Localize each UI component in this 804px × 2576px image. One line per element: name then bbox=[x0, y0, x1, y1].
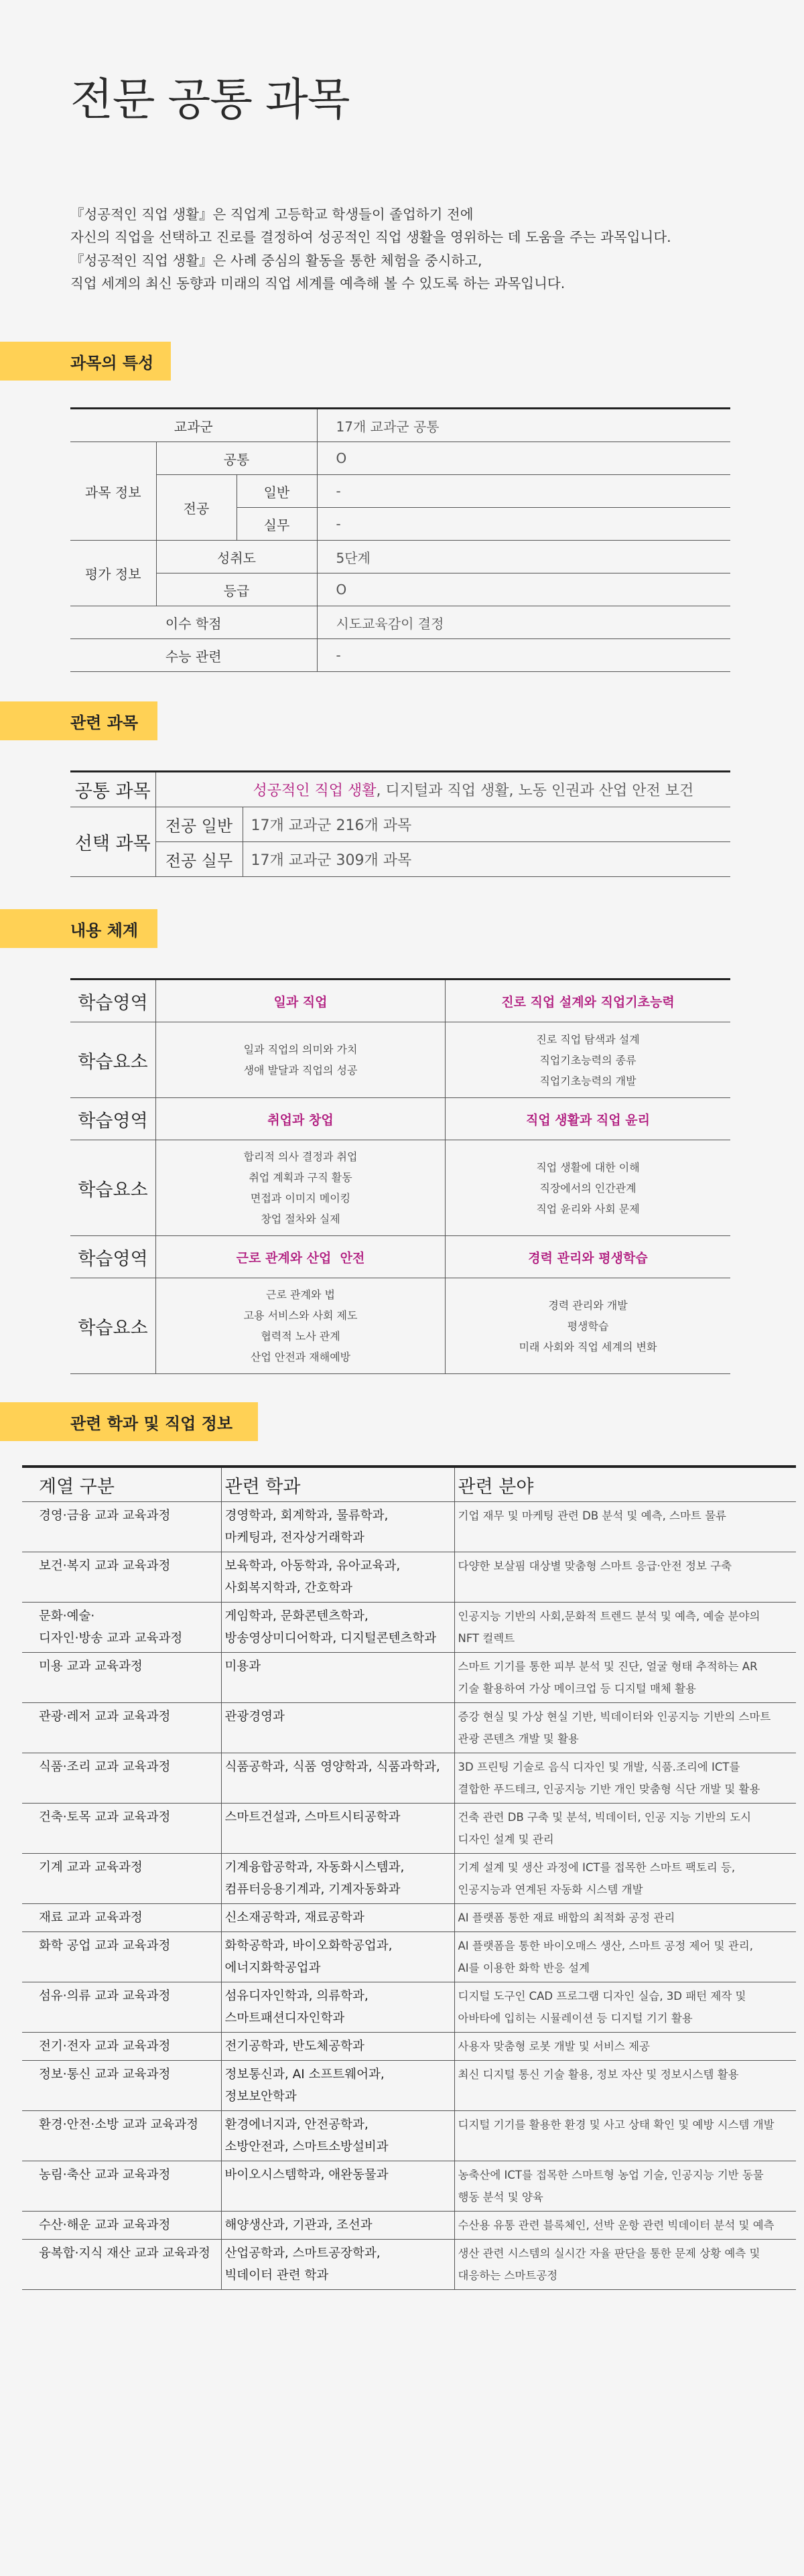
department-line: 해양생산과, 기관과, 조선과 bbox=[224, 2218, 373, 2232]
table-row bbox=[22, 1854, 796, 1904]
department-line: 스마트패션디자인학과 bbox=[224, 2011, 345, 2025]
column-header: 관련 학과 bbox=[221, 1467, 454, 1502]
field-cell bbox=[454, 1703, 796, 1753]
field-cell bbox=[454, 2061, 796, 2111]
cell-value: 17개 교과군 309개 과목 bbox=[243, 842, 730, 877]
column-header: 계열 구분 bbox=[22, 1467, 221, 1502]
department-line: 사회복지학과, 간호학과 bbox=[224, 1581, 352, 1595]
element-item: 산업 안전과 재해예방 bbox=[250, 1351, 351, 1363]
section-header-jobs bbox=[0, 1402, 258, 1441]
element-item: 면접과 이미지 메이킹 bbox=[250, 1192, 351, 1205]
field-cell bbox=[454, 1753, 796, 1804]
table-row bbox=[70, 1022, 730, 1098]
department-line: 빅데이터 관련 학과 bbox=[224, 2268, 329, 2283]
department-cell bbox=[221, 1982, 454, 2033]
field-cell bbox=[454, 2033, 796, 2061]
field-line: 최신 디지털 통신 기술 활용, 정보 자산 및 정보시스템 활용 bbox=[458, 2068, 739, 2081]
page-title: 전문 공통 과목 bbox=[70, 74, 350, 125]
element-item: 일과 직업의 의미와 가치 bbox=[243, 1043, 358, 1056]
category-cell: 보건·복지 교과 교육과정 bbox=[22, 1552, 221, 1603]
learning-elements bbox=[156, 1278, 446, 1374]
department-line: 미용과 bbox=[224, 1659, 261, 1674]
table-row bbox=[70, 807, 730, 842]
learning-elements bbox=[156, 1022, 446, 1098]
field-line: 디지털 기기를 활용한 환경 및 사고 상태 확인 및 예방 시스템 개발 bbox=[458, 2118, 775, 2131]
intro-line: 『성공적인 직업 생활』은 사례 중심의 활동을 통한 체험을 중시하고, bbox=[70, 253, 482, 269]
learning-elements bbox=[446, 1278, 731, 1374]
learning-elements bbox=[156, 1140, 446, 1236]
field-cell bbox=[454, 1804, 796, 1854]
table-row bbox=[22, 2240, 796, 2290]
table-row bbox=[22, 1804, 796, 1854]
intro-paragraph-2 bbox=[70, 249, 565, 295]
field-cell bbox=[454, 1932, 796, 1982]
section-title: 내용 체계 bbox=[70, 921, 139, 940]
department-cell bbox=[221, 1753, 454, 1804]
learning-elements bbox=[446, 1140, 731, 1236]
field-line: AI 플랫폼 통한 재료 배합의 최적화 공정 관리 bbox=[458, 1911, 675, 1924]
column-header: 관련 분야 bbox=[454, 1467, 796, 1502]
learning-area: 진로 직업 설계와 직업기초능력 bbox=[446, 979, 731, 1022]
category-cell: 수산·해운 교과 교육과정 bbox=[22, 2212, 221, 2240]
field-cell bbox=[454, 1502, 796, 1552]
department-line: 소방안전과, 스마트소방설비과 bbox=[224, 2140, 389, 2154]
learning-elements bbox=[446, 1022, 731, 1098]
field-line: 수산용 유통 관련 블록체인, 선박 운항 관련 빅데이터 분석 및 예측 bbox=[458, 2219, 775, 2232]
department-line: 식품공학과, 식품 영양학과, 식품과학과, bbox=[224, 1760, 440, 1774]
department-line: 게임학과, 문화콘텐츠학과, bbox=[224, 1609, 368, 1623]
table-row bbox=[22, 1603, 796, 1653]
section-title: 관련 학과 및 직업 정보 bbox=[70, 1414, 233, 1433]
cell-label: 성취도 bbox=[156, 541, 317, 573]
category-cell: 정보·통신 교과 교육과정 bbox=[22, 2061, 221, 2111]
category-cell: 섬유·의류 교과 교육과정 bbox=[22, 1982, 221, 2033]
field-line: 3D 프린팅 기술로 음식 디자인 및 개발, 식품.조리에 ICT를 bbox=[458, 1761, 740, 1773]
section-header-content-system bbox=[0, 909, 157, 948]
table-row bbox=[70, 639, 730, 672]
field-cell bbox=[454, 1552, 796, 1603]
cell-value bbox=[155, 772, 730, 807]
section-title: 과목의 특성 bbox=[70, 353, 154, 372]
cell-label: 수능 관련 bbox=[70, 639, 317, 672]
department-line: 섬유디자인학과, 의류학과, bbox=[224, 1989, 368, 2003]
department-line: 전기공학과, 반도체공학과 bbox=[224, 2039, 364, 2053]
intro-paragraph-1 bbox=[70, 203, 671, 249]
category-cell: 관광·레저 교과 교육과정 bbox=[22, 1703, 221, 1753]
element-item: 협력적 노사 관계 bbox=[261, 1330, 340, 1343]
element-item: 경력 관리와 개발 bbox=[548, 1298, 628, 1312]
table-row bbox=[22, 1703, 796, 1753]
cell-label: 전공 bbox=[156, 475, 237, 541]
field-line: 행동 분석 및 양육 bbox=[458, 2191, 543, 2204]
table-row bbox=[22, 1904, 796, 1932]
category-cell: 환경·안전·소방 교과 교육과정 bbox=[22, 2111, 221, 2161]
department-line: 정보보안학과 bbox=[224, 2090, 297, 2104]
department-cell bbox=[221, 2061, 454, 2111]
department-cell bbox=[221, 2240, 454, 2290]
department-cell bbox=[221, 2033, 454, 2061]
department-cell bbox=[221, 1703, 454, 1753]
cell-label: 학습영역 bbox=[70, 1098, 156, 1140]
element-item: 직업기초능력의 개발 bbox=[539, 1074, 636, 1087]
highlighted-subject: 성공적인 직업 생활 bbox=[253, 783, 377, 799]
cell-label: 공통 과목 bbox=[70, 772, 155, 807]
section-title: 관련 과목 bbox=[70, 713, 139, 732]
element-item: 직업 윤리와 사회 문제 bbox=[536, 1202, 640, 1215]
table-row bbox=[22, 1982, 796, 2033]
cell-label: 등급 bbox=[156, 573, 317, 606]
element-item: 직장에서의 인간관계 bbox=[539, 1181, 636, 1195]
table-row bbox=[70, 541, 730, 573]
department-cell bbox=[221, 2111, 454, 2161]
section-header-related-subjects bbox=[0, 701, 157, 740]
other-subjects: , 디지털과 직업 생활, 노동 인권과 산업 안전 보건 bbox=[376, 783, 694, 799]
element-item: 평생학습 bbox=[567, 1319, 609, 1333]
field-line: 인공지능과 연계된 자동화 시스템 개발 bbox=[458, 1883, 643, 1896]
characteristics-table bbox=[70, 407, 730, 672]
cell-label: 평가 정보 bbox=[70, 541, 156, 606]
department-line: 정보통신과, AI 소프트웨어과, bbox=[224, 2067, 385, 2082]
section-header-characteristics bbox=[0, 342, 171, 381]
cell-value: 5단계 bbox=[317, 541, 730, 573]
field-line: 아바타에 입히는 시뮬레이션 등 디지털 기기 활용 bbox=[458, 2012, 693, 2025]
learning-area: 경력 관리와 평생학습 bbox=[446, 1236, 731, 1278]
field-line: 증강 현실 및 가상 현실 기반, 빅데이터와 인공지능 기반의 스마트 bbox=[458, 1710, 771, 1723]
table-row bbox=[22, 2111, 796, 2161]
table-header-row bbox=[22, 1467, 796, 1502]
intro-line: 자신의 직업을 선택하고 진로를 결정하여 성공적인 직업 생활을 영위하는 데 도움을 주는 과목입니다. bbox=[70, 229, 671, 245]
table-row bbox=[70, 979, 730, 1022]
field-line: 결합한 푸드테크, 인공지능 기반 개인 맞춤형 식단 개발 및 활용 bbox=[458, 1783, 760, 1795]
cell-label: 학습요소 bbox=[70, 1140, 156, 1236]
table-row bbox=[22, 2033, 796, 2061]
category-cell: 경영·금융 교과 교육과정 bbox=[22, 1502, 221, 1552]
cell-label: 선택 과목 bbox=[70, 807, 155, 877]
element-item: 직업 생활에 대한 이해 bbox=[536, 1160, 640, 1174]
department-line: 보육학과, 아동학과, 유아교육과, bbox=[224, 1559, 401, 1573]
department-cell bbox=[221, 1552, 454, 1603]
learning-area: 직업 생활과 직업 윤리 bbox=[446, 1098, 731, 1140]
intro-line: 『성공적인 직업 생활』은 직업계 고등학교 학생들이 졸업하기 전에 bbox=[70, 206, 474, 222]
field-line: 농축산에 ICT를 접목한 스마트형 농업 기술, 인공지능 기반 동물 bbox=[458, 2169, 764, 2181]
element-item: 창업 절차와 실제 bbox=[261, 1213, 340, 1225]
category-cell: 식품·조리 교과 교육과정 bbox=[22, 1753, 221, 1804]
field-line: 다양한 보살핌 대상별 맞춤형 스마트 응급·안전 정보 구축 bbox=[458, 1560, 732, 1572]
department-line: 관광경영과 bbox=[224, 1710, 285, 1724]
table-row bbox=[70, 475, 730, 508]
field-cell bbox=[454, 1854, 796, 1904]
department-line: 컴퓨터응용기계과, 기계자동화과 bbox=[224, 1883, 401, 1897]
table-row bbox=[70, 1140, 730, 1236]
field-line: 디지털 도구인 CAD 프로그램 디자인 실습, 3D 패턴 제작 및 bbox=[458, 1990, 746, 2003]
table-row bbox=[22, 2161, 796, 2212]
department-cell bbox=[221, 2212, 454, 2240]
department-line: 산업공학과, 스마트공장학과, bbox=[224, 2246, 381, 2260]
table-row bbox=[70, 1278, 730, 1374]
jobs-table bbox=[22, 1465, 796, 2290]
field-line: 기업 재무 및 마케팅 관련 DB 분석 및 예측, 스마트 물류 bbox=[458, 1509, 726, 1522]
field-cell bbox=[454, 1904, 796, 1932]
field-cell bbox=[454, 1982, 796, 2033]
department-cell bbox=[221, 1603, 454, 1653]
category-cell: 재료 교과 교육과정 bbox=[22, 1904, 221, 1932]
category-cell: 융복합·지식 재산 교과 교육과정 bbox=[22, 2240, 221, 2290]
department-line: 스마트건설과, 스마트시티공학과 bbox=[224, 1810, 401, 1824]
table-row bbox=[70, 1098, 730, 1140]
cell-label: 전공 실무 bbox=[155, 842, 243, 877]
cell-label: 학습영역 bbox=[70, 1236, 156, 1278]
cell-label: 학습영역 bbox=[70, 979, 156, 1022]
department-line: 경영학과, 회계학과, 물류학과, bbox=[224, 1509, 389, 1523]
department-line: 신소재공학과, 재료공학과 bbox=[224, 1911, 364, 1925]
table-row bbox=[22, 2061, 796, 2111]
cell-value: - bbox=[317, 508, 730, 541]
cell-label: 일반 bbox=[237, 475, 317, 508]
field-line: 생산 관련 시스템의 실시간 자율 판단을 통한 문제 상황 예측 및 bbox=[458, 2247, 760, 2260]
field-cell bbox=[454, 2212, 796, 2240]
cell-value: 17개 교과군 공통 bbox=[317, 409, 730, 442]
cell-label: 학습요소 bbox=[70, 1022, 156, 1098]
cell-value: - bbox=[317, 475, 730, 508]
field-line: 스마트 기기를 통한 피부 분석 및 진단, 얼굴 형태 추적하는 AR bbox=[458, 1660, 758, 1673]
table-row bbox=[70, 442, 730, 475]
cell-value: 17개 교과군 216개 과목 bbox=[243, 807, 730, 842]
field-line: 관광 콘텐츠 개발 및 활용 bbox=[458, 1733, 579, 1745]
cell-label: 전공 일반 bbox=[155, 807, 243, 842]
cell-value: O bbox=[317, 442, 730, 475]
department-cell bbox=[221, 1653, 454, 1703]
category-cell: 기계 교과 교육과정 bbox=[22, 1854, 221, 1904]
category-cell: 농림·축산 교과 교육과정 bbox=[22, 2161, 221, 2212]
field-line: NFT 컬렉트 bbox=[458, 1632, 515, 1645]
cell-value: - bbox=[317, 639, 730, 672]
learning-area: 취업과 창업 bbox=[156, 1098, 446, 1140]
cell-label: 과목 정보 bbox=[70, 442, 156, 541]
element-item: 근로 관계와 법 bbox=[266, 1288, 335, 1301]
category-cell: 전기·전자 교과 교육과정 bbox=[22, 2033, 221, 2061]
table-row bbox=[70, 573, 730, 606]
element-item: 고용 서비스와 사회 제도 bbox=[243, 1309, 358, 1322]
field-line: 사용자 맞춤형 로봇 개발 및 서비스 제공 bbox=[458, 2040, 650, 2053]
department-cell bbox=[221, 2161, 454, 2212]
category-cell: 건축·토목 교과 교육과정 bbox=[22, 1804, 221, 1854]
table-row bbox=[70, 842, 730, 877]
cell-label: 이수 학점 bbox=[70, 606, 317, 639]
table-row bbox=[70, 1236, 730, 1278]
department-cell bbox=[221, 1854, 454, 1904]
learning-area: 근로 관계와 산업 안전 bbox=[156, 1236, 446, 1278]
table-row bbox=[22, 1753, 796, 1804]
related-subjects-table bbox=[70, 770, 730, 877]
cell-label: 교과군 bbox=[70, 409, 317, 442]
category-cell: 문화·예술· 디자인·방송 교과 교육과정 bbox=[22, 1603, 221, 1653]
field-cell bbox=[454, 2111, 796, 2161]
table-row bbox=[70, 772, 730, 807]
element-item: 직업기초능력의 종류 bbox=[539, 1053, 636, 1067]
cell-value: O bbox=[317, 573, 730, 606]
cell-label: 학습요소 bbox=[70, 1278, 156, 1374]
field-cell bbox=[454, 2240, 796, 2290]
field-cell bbox=[454, 1603, 796, 1653]
field-line: AI 플랫폼을 통한 바이오매스 생산, 스마트 공정 제어 및 관리, bbox=[458, 1940, 753, 1952]
element-item: 취업 계획과 구직 활동 bbox=[249, 1171, 352, 1184]
department-cell bbox=[221, 1804, 454, 1854]
department-cell bbox=[221, 1502, 454, 1552]
table-row bbox=[70, 606, 730, 639]
table-row bbox=[22, 2212, 796, 2240]
content-system-table bbox=[70, 978, 730, 1374]
department-cell bbox=[221, 1904, 454, 1932]
department-line: 환경에너지과, 안전공학과, bbox=[224, 2118, 368, 2132]
department-line: 마케팅과, 전자상거래학과 bbox=[224, 1531, 364, 1545]
department-line: 방송영상미디어학과, 디지털콘텐츠학과 bbox=[224, 1631, 437, 1645]
field-cell bbox=[454, 2161, 796, 2212]
element-item: 생애 발달과 직업의 성공 bbox=[243, 1064, 358, 1077]
category-cell: 미용 교과 교육과정 bbox=[22, 1653, 221, 1703]
cell-value: 시도교육감이 결정 bbox=[317, 606, 730, 639]
field-cell bbox=[454, 1653, 796, 1703]
field-line: 인공지능 기반의 사회,문화적 트렌드 분석 및 예측, 예술 분야의 bbox=[458, 1610, 760, 1623]
element-item: 합리적 의사 결정과 취업 bbox=[243, 1150, 358, 1163]
field-line: 기술 활용하여 가상 메이크업 등 디지털 매체 활용 bbox=[458, 1682, 696, 1695]
element-item: 진로 직업 탐색과 설계 bbox=[536, 1032, 640, 1046]
table-row bbox=[22, 1653, 796, 1703]
learning-area: 일과 직업 bbox=[156, 979, 446, 1022]
department-cell bbox=[221, 1932, 454, 1982]
field-line: 건축 관련 DB 구축 및 분석, 빅데이터, 인공 지능 기반의 도시 bbox=[458, 1811, 752, 1824]
category-cell: 화학 공업 교과 교육과정 bbox=[22, 1932, 221, 1982]
cell-label: 실무 bbox=[237, 508, 317, 541]
field-line: 디자인 설계 및 관리 bbox=[458, 1833, 554, 1846]
department-line: 에너지화학공업과 bbox=[224, 1961, 321, 1975]
department-line: 기계융합공학과, 자동화시스템과, bbox=[224, 1860, 405, 1875]
field-line: AI를 이용한 화학 반응 설계 bbox=[458, 1962, 590, 1974]
element-item: 미래 사회와 직업 세계의 변화 bbox=[519, 1340, 657, 1353]
department-line: 바이오시스템학과, 애완동물과 bbox=[224, 2168, 389, 2182]
department-line: 화학공학과, 바이오화학공업과, bbox=[224, 1939, 393, 1953]
cell-label: 공통 bbox=[156, 442, 317, 475]
field-line: 대응하는 스마트공정 bbox=[458, 2269, 558, 2282]
table-row bbox=[22, 1932, 796, 1982]
table-row bbox=[22, 1502, 796, 1552]
table-row bbox=[70, 409, 730, 442]
table-row bbox=[22, 1552, 796, 1603]
intro-line: 직업 세계의 최신 동향과 미래의 직업 세계를 예측해 볼 수 있도록 하는 과목입니다. bbox=[70, 275, 565, 291]
field-line: 기계 설계 및 생산 과정에 ICT를 접목한 스마트 팩토리 등, bbox=[458, 1861, 736, 1874]
